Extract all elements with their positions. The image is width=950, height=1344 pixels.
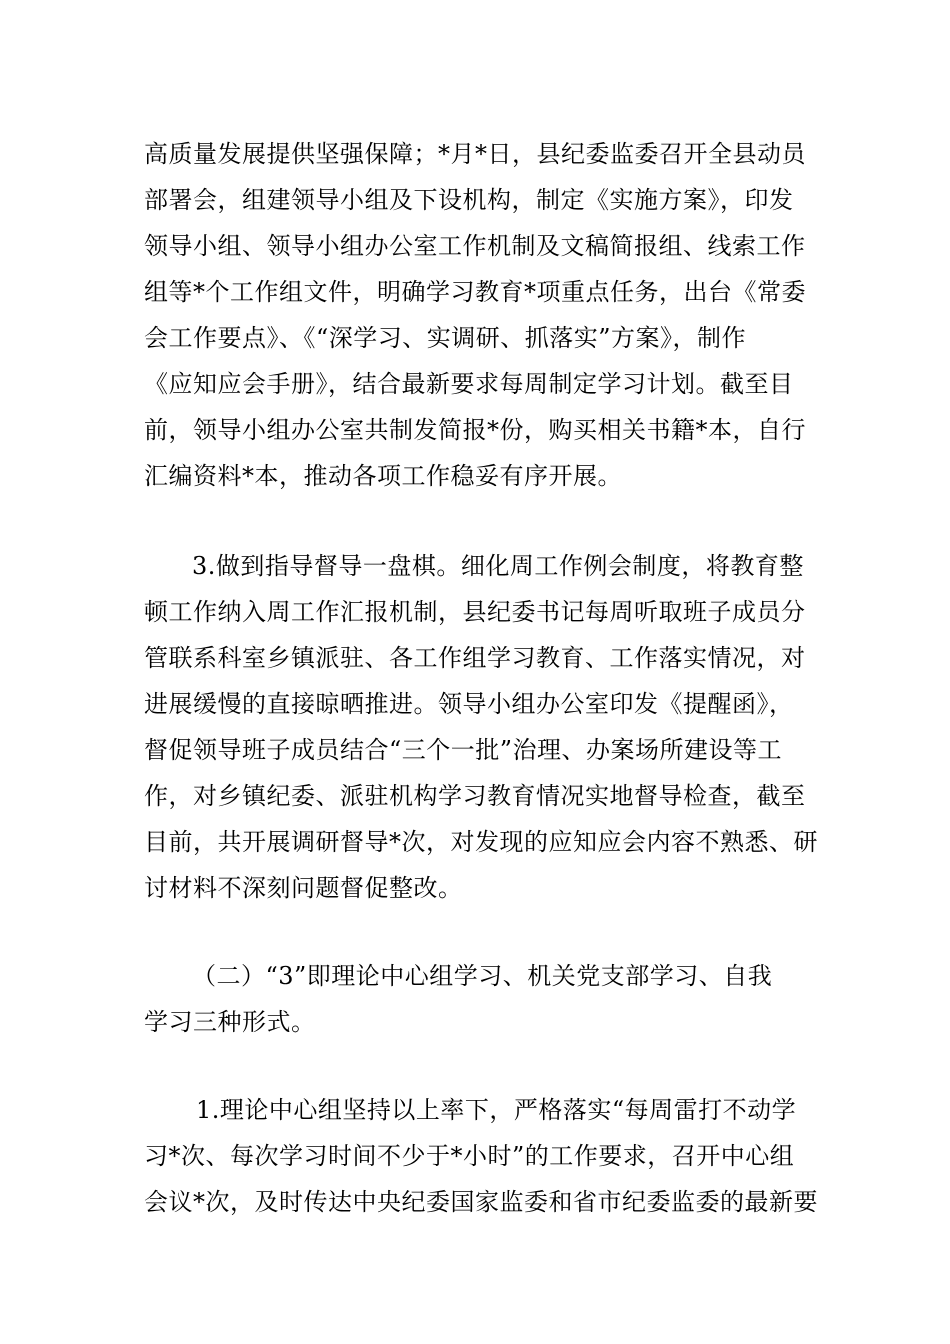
section-heading-line-2: 学习三种形式。 [144,1008,316,1036]
paragraph-2-line-3: 管联系科室乡镇派驻、各工作组学习教育、工作落实情况，对 [144,644,806,672]
paragraph-1-line-5: 会工作要点》、《“深学习、实调研、抓落实”方案》，制作 [144,324,747,352]
paragraph-2-line-1: 3.做到指导督导一盘棋。细化周工作例会制度，将教育整 [192,552,804,580]
section-heading-line-1: （二）“3”即理论中心组学习、机关党支部学习、自我 [192,962,773,990]
paragraph-2-line-8: 讨材料不深刻问题督促整改。 [144,874,463,902]
paragraph-1-line-2: 部署会，组建领导小组及下设机构，制定《实施方案》，印发 [144,186,794,214]
paragraph-1-line-4: 组等*个工作组文件，明确学习教育*项重点任务，出台《常委 [144,278,806,306]
paragraph-4-line-3: 会议*次，及时传达中央纪委国家监委和省市纪委监委的最新要 [144,1188,818,1216]
paragraph-2-line-7: 目前，共开展调研督导*次，对发现的应知应会内容不熟悉、研 [144,828,818,856]
paragraph-2-line-2: 顿工作纳入周工作汇报机制，县纪委书记每周听取班子成员分 [144,598,806,626]
paragraph-1-line-3: 领导小组、领导小组办公室工作机制及文稿简报组、线索工作 [144,232,806,260]
paragraph-2-line-4: 进展缓慢的直接晾晒推进。领导小组办公室印发《提醒函》， [144,690,794,718]
paragraph-2-line-6: 作，对乡镇纪委、派驻机构学习教育情况实地督导检查，截至 [144,782,806,810]
paragraph-1-line-1: 高质量发展提供坚强保障；*月*日，县纪委监委召开全县动员 [144,140,806,168]
paragraph-1-line-8: 汇编资料*本，推动各项工作稳妥有序开展。 [144,462,622,490]
paragraph-1-line-7: 前，领导小组办公室共制发简报*份，购买相关书籍*本，自行 [144,416,806,444]
paragraph-4-line-1: 1.理论中心组坚持以上率下，严格落实“每周雷打不动学 [196,1096,797,1124]
paragraph-1-line-6: 《应知应会手册》，结合最新要求每周制定学习计划。截至目 [144,370,794,398]
paragraph-2-line-5: 督促领导班子成员结合“三个一批”治理、办案场所建设等工 [144,736,783,764]
paragraph-4-line-2: 习*次、每次学习时间不少于*小时”的工作要求，召开中心组 [144,1142,795,1170]
